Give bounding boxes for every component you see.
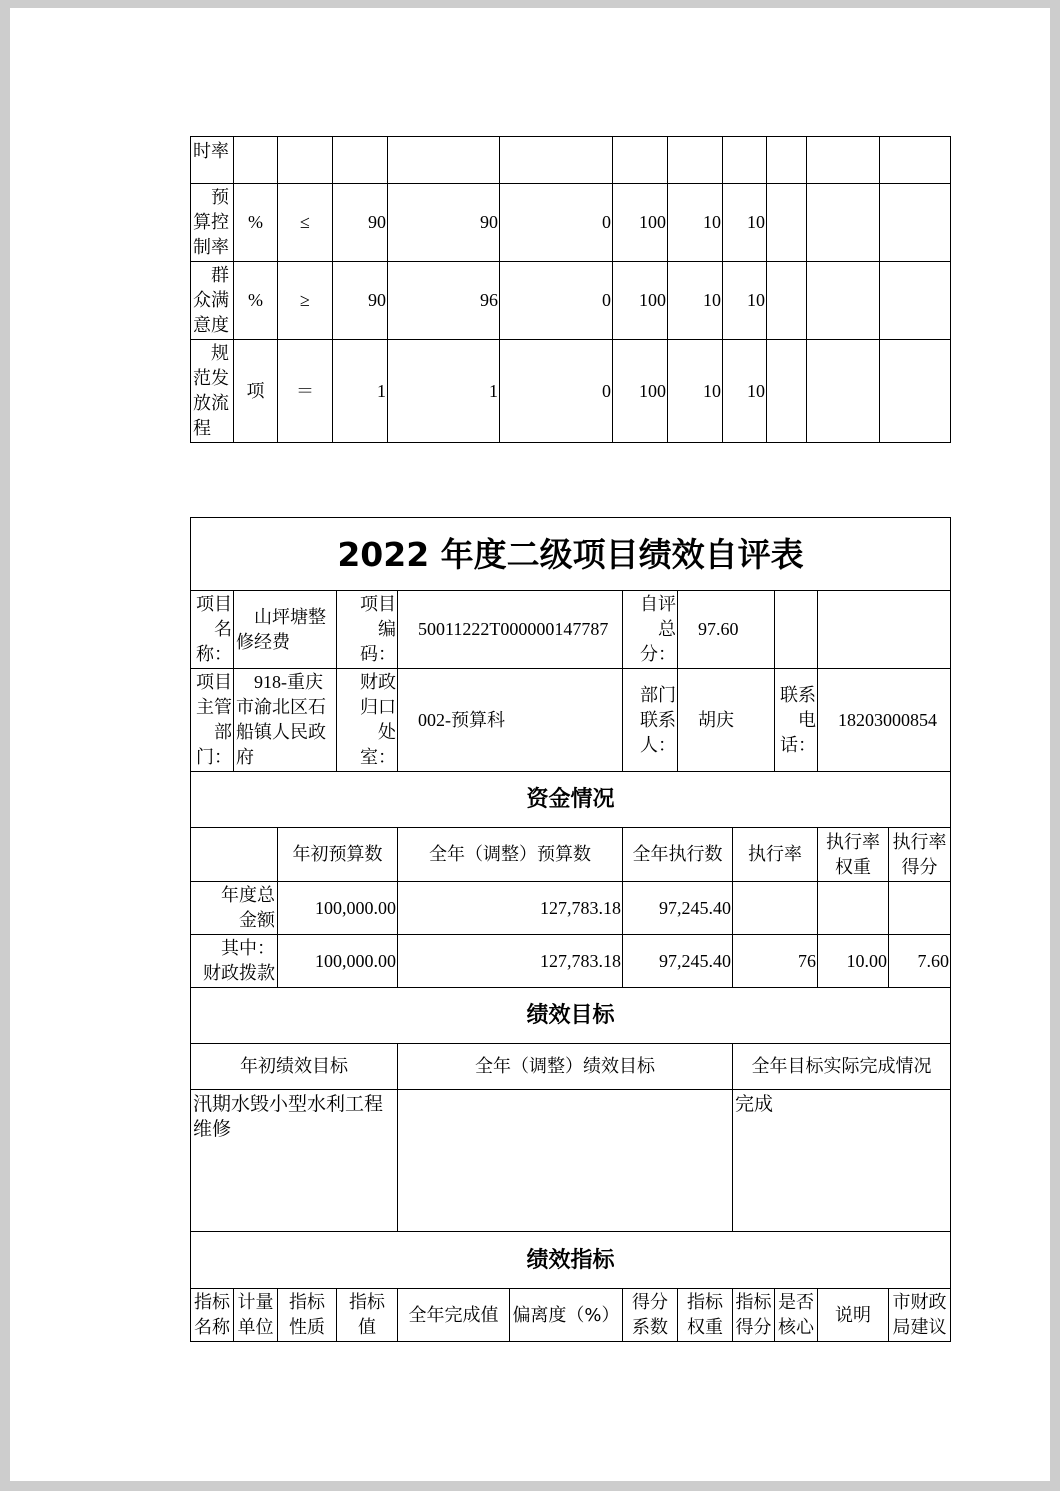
indicator-unit: % [234,262,278,340]
empty-cell [613,137,668,184]
indicator-row [191,262,951,340]
empty-cell [767,184,807,262]
indicator-name: 群众满意度 [191,262,234,340]
department-label: 项目主管部门： [191,669,234,772]
indicator-weight: 10 [668,262,723,340]
empty-cell [234,137,278,184]
funds-header-row [191,828,951,882]
indicator-coefficient: 100 [613,262,668,340]
empty-cell [388,137,500,184]
indicator-score: 10 [723,262,767,340]
title-row [191,518,951,591]
empty-cell [767,262,807,340]
funds-section-title: 资金情况 [191,772,951,828]
funds-executed: 97,245.40 [623,935,733,988]
empty-cell [278,137,333,184]
indicator-header-coefficient: 得分系数 [623,1289,678,1342]
indicator-nature: ≥ [278,262,333,340]
empty-cell [767,137,807,184]
funds-adjusted-budget: 127,783.18 [398,882,623,935]
indicator-name: 预算控制率 [191,184,234,262]
indicator-header-actual: 全年完成值 [398,1289,510,1342]
funds-row-label: 其中：财政拨款 [191,935,278,988]
indicator-actual: 90 [388,184,500,262]
goals-header-initial: 年初绩效目标 [191,1044,398,1090]
indicator-coefficient: 100 [613,184,668,262]
empty-cell [880,184,951,262]
indicator-row [191,340,951,443]
funds-rate-weight [818,882,889,935]
contact-label: 部门联系人： [623,669,678,772]
finance-office-label: 财政归口处室： [337,669,398,772]
empty-cell [723,137,767,184]
empty-cell [500,137,613,184]
self-score-value: 97.60 [678,591,775,669]
indicators-header-row [191,1289,951,1342]
project-code-label: 项目编码： [337,591,398,669]
info-row [191,591,951,669]
funds-header-executed: 全年执行数 [623,828,733,882]
empty-cell [807,262,880,340]
funds-row-label: 年度总金额 [191,882,278,935]
contact-value: 胡庆 [678,669,775,772]
goals-header-row [191,1044,951,1090]
project-name-label: 项目名称： [191,591,234,669]
indicator-header-note: 说明 [818,1289,889,1342]
funds-initial-budget: 100,000.00 [278,882,398,935]
continuation-indicator-table [190,136,951,443]
form-title: 2022 年度二级项目绩效自评表 [191,518,951,591]
indicator-nature: ≤ [278,184,333,262]
empty-cell [807,137,880,184]
funds-rate-score [889,882,951,935]
indicator-coefficient: 100 [613,340,668,443]
funds-rate-weight: 10.00 [818,935,889,988]
funds-execution-rate [733,882,818,935]
indicator-score: 10 [723,340,767,443]
goals-header-adjusted: 全年（调整）绩效目标 [398,1044,733,1090]
indicator-header-score: 指标得分 [733,1289,775,1342]
indicator-unit: % [234,184,278,262]
info-row [191,669,951,772]
goal-initial: 汛期水毁小型水利工程维修 [191,1090,398,1232]
indicator-header-name: 指标名称 [191,1289,234,1342]
empty-cell [767,340,807,443]
indicator-header-suggestion: 市财政局建议 [889,1289,951,1342]
empty-cell [880,340,951,443]
indicator-target: 90 [333,262,388,340]
department-value: 918-重庆市渝北区石船镇人民政府 [234,669,337,772]
indicator-header-unit: 计量单位 [234,1289,278,1342]
empty-cell [880,137,951,184]
project-name-value: 山坪塘整修经费 [234,591,337,669]
goals-section-title: 绩效目标 [191,988,951,1044]
goal-actual: 完成 [733,1090,951,1232]
section-row [191,1232,951,1289]
empty-cell [807,184,880,262]
funds-row [191,882,951,935]
funds-header-execution-rate: 执行率 [733,828,818,882]
funds-header-rate-score: 执行率得分 [889,828,951,882]
indicator-actual: 1 [388,340,500,443]
self-score-label: 自评总分： [623,591,678,669]
indicator-name: 规范发放流程 [191,340,234,443]
indicator-header-core: 是否核心 [775,1289,818,1342]
funds-adjusted-budget: 127,783.18 [398,935,623,988]
empty-cell [668,137,723,184]
indicator-nature: ＝ [278,340,333,443]
indicator-row [191,184,951,262]
indicator-target: 1 [333,340,388,443]
funds-initial-budget: 100,000.00 [278,935,398,988]
section-row [191,772,951,828]
funds-executed: 97,245.40 [623,882,733,935]
indicator-target: 90 [333,184,388,262]
finance-office-value: 002-预算科 [398,669,623,772]
section-row [191,988,951,1044]
indicator-weight: 10 [668,184,723,262]
goals-header-actual: 全年目标实际完成情况 [733,1044,951,1090]
indicator-deviation: 0 [500,184,613,262]
funds-header-initial-budget: 年初预算数 [278,828,398,882]
indicator-deviation: 0 [500,262,613,340]
empty-cell [775,591,818,669]
indicator-header-deviation: 偏离度（%） [510,1289,623,1342]
funds-execution-rate: 76 [733,935,818,988]
indicator-name: 时率 [191,137,234,184]
funds-row [191,935,951,988]
indicators-section-title: 绩效指标 [191,1232,951,1289]
project-code-value: 50011222T000000147787 [398,591,623,669]
phone-label: 联系电话： [775,669,818,772]
empty-cell [807,340,880,443]
phone-value: 18203000854 [818,669,951,772]
indicator-header-weight: 指标权重 [678,1289,733,1342]
indicator-weight: 10 [668,340,723,443]
funds-rate-score: 7.60 [889,935,951,988]
empty-cell [191,828,278,882]
funds-header-rate-weight: 执行率权重 [818,828,889,882]
goal-adjusted [398,1090,733,1232]
indicator-row [191,137,951,184]
goals-row [191,1090,951,1232]
indicator-actual: 96 [388,262,500,340]
indicator-header-nature: 指标性质 [278,1289,337,1342]
funds-header-adjusted-budget: 全年（调整）预算数 [398,828,623,882]
indicator-header-target: 指标值 [337,1289,398,1342]
empty-cell [333,137,388,184]
empty-cell [818,591,951,669]
empty-cell [880,262,951,340]
indicator-score: 10 [723,184,767,262]
indicator-deviation: 0 [500,340,613,443]
performance-self-evaluation-table [190,517,951,1342]
indicator-unit: 项 [234,340,278,443]
